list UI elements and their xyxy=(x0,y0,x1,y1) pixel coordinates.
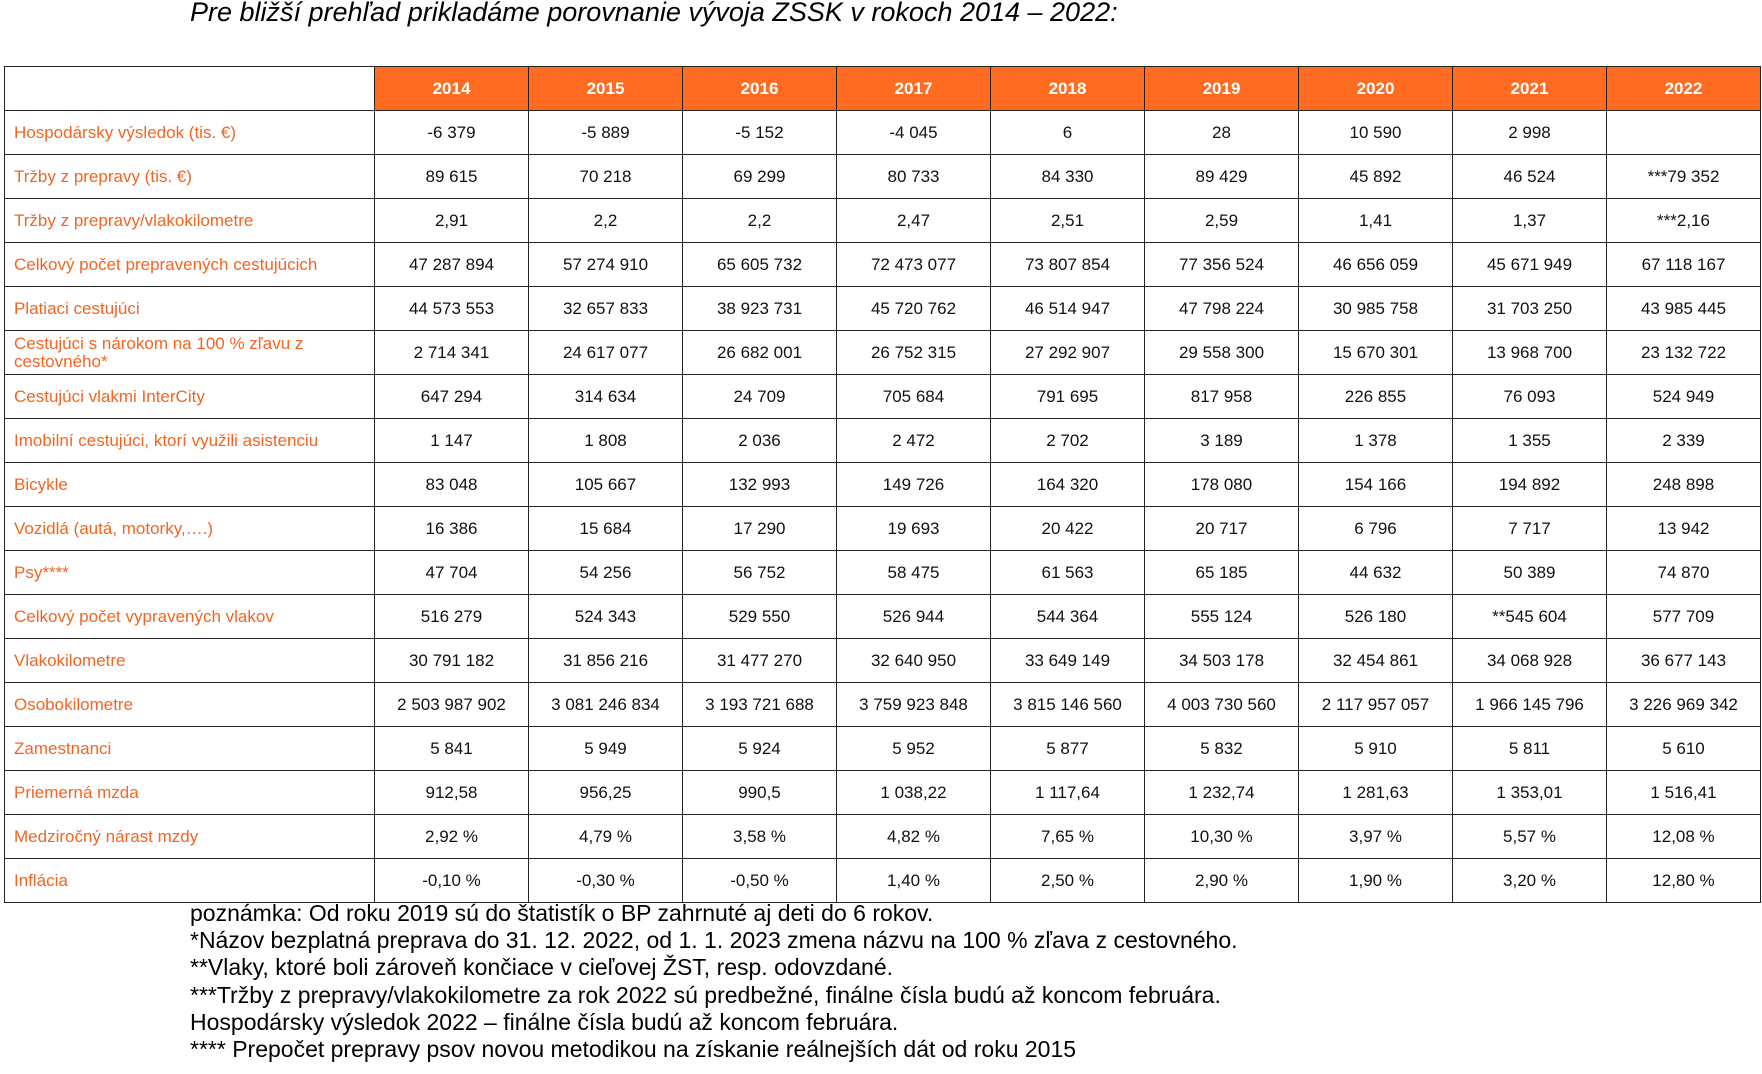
value-cell-2020: 10 590 xyxy=(1299,111,1453,155)
table-row xyxy=(5,551,1761,595)
value-cell-2021: 46 524 xyxy=(1453,155,1607,199)
value-cell-2015: -0,30 % xyxy=(529,859,683,903)
footnote-line: *Názov bezplatná preprava do 31. 12. 2022, od 1. 1. 2023 zmena názvu na 100 % zľava z cestovného. xyxy=(190,927,1238,954)
value-cell-2017: 58 475 xyxy=(837,551,991,595)
value-cell-2014: 47 704 xyxy=(375,551,529,595)
value-cell-2017: 3 759 923 848 xyxy=(837,683,991,727)
value-cell-2022: 36 677 143 xyxy=(1607,639,1761,683)
value-cell-2022: 13 942 xyxy=(1607,507,1761,551)
value-cell-2019: 10,30 % xyxy=(1145,815,1299,859)
zssk-stats-table xyxy=(4,66,1761,903)
value-cell-2018: 33 649 149 xyxy=(991,639,1145,683)
row-label: Tržby z prepravy (tis. €) xyxy=(5,155,375,199)
value-cell-2014: 30 791 182 xyxy=(375,639,529,683)
value-cell-2020: 30 985 758 xyxy=(1299,287,1453,331)
value-cell-2016: -5 152 xyxy=(683,111,837,155)
value-cell-2022: 23 132 722 xyxy=(1607,331,1761,375)
value-cell-2022: 12,08 % xyxy=(1607,815,1761,859)
value-cell-2017: 5 952 xyxy=(837,727,991,771)
value-cell-2015: 24 617 077 xyxy=(529,331,683,375)
value-cell-2016: 69 299 xyxy=(683,155,837,199)
value-cell-2019: 1 232,74 xyxy=(1145,771,1299,815)
value-cell-2018: 2 702 xyxy=(991,419,1145,463)
value-cell-2019: 47 798 224 xyxy=(1145,287,1299,331)
value-cell-2020: 3,97 % xyxy=(1299,815,1453,859)
year-header-2019: 2019 xyxy=(1145,67,1299,111)
value-cell-2018: 6 xyxy=(991,111,1145,155)
value-cell-2021: 7 717 xyxy=(1453,507,1607,551)
value-cell-2014: 83 048 xyxy=(375,463,529,507)
value-cell-2022: ***79 352 xyxy=(1607,155,1761,199)
value-cell-2022 xyxy=(1607,111,1761,155)
value-cell-2017: 26 752 315 xyxy=(837,331,991,375)
value-cell-2018: 7,65 % xyxy=(991,815,1145,859)
value-cell-2015: 31 856 216 xyxy=(529,639,683,683)
value-cell-2018: 791 695 xyxy=(991,375,1145,419)
value-cell-2015: 524 343 xyxy=(529,595,683,639)
table-row xyxy=(5,419,1761,463)
value-cell-2021: 194 892 xyxy=(1453,463,1607,507)
table-row xyxy=(5,243,1761,287)
value-cell-2020: 46 656 059 xyxy=(1299,243,1453,287)
value-cell-2021: 5 811 xyxy=(1453,727,1607,771)
value-cell-2015: 956,25 xyxy=(529,771,683,815)
value-cell-2016: 3 193 721 688 xyxy=(683,683,837,727)
value-cell-2021: 5,57 % xyxy=(1453,815,1607,859)
value-cell-2014: 2 503 987 902 xyxy=(375,683,529,727)
year-header-2016: 2016 xyxy=(683,67,837,111)
value-cell-2018: 46 514 947 xyxy=(991,287,1145,331)
value-cell-2022: 3 226 969 342 xyxy=(1607,683,1761,727)
value-cell-2016: 38 923 731 xyxy=(683,287,837,331)
value-cell-2018: 3 815 146 560 xyxy=(991,683,1145,727)
value-cell-2017: 526 944 xyxy=(837,595,991,639)
value-cell-2017: 1,40 % xyxy=(837,859,991,903)
value-cell-2014: 47 287 894 xyxy=(375,243,529,287)
table-row xyxy=(5,331,1761,375)
value-cell-2016: 24 709 xyxy=(683,375,837,419)
value-cell-2015: 4,79 % xyxy=(529,815,683,859)
value-cell-2017: 80 733 xyxy=(837,155,991,199)
footnote-line: **** Prepočet prepravy psov novou metodikou na získanie reálnejších dát od roku 2015 xyxy=(190,1036,1077,1063)
value-cell-2022: 74 870 xyxy=(1607,551,1761,595)
row-label: Vozidlá (autá, motorky,….) xyxy=(5,507,375,551)
value-cell-2017: 1 038,22 xyxy=(837,771,991,815)
value-cell-2014: 89 615 xyxy=(375,155,529,199)
value-cell-2019: 3 189 xyxy=(1145,419,1299,463)
table-row xyxy=(5,375,1761,419)
row-label: Inflácia xyxy=(5,859,375,903)
footnotes xyxy=(190,900,1238,1063)
value-cell-2021: 76 093 xyxy=(1453,375,1607,419)
value-cell-2017: 2,47 xyxy=(837,199,991,243)
value-cell-2022: 524 949 xyxy=(1607,375,1761,419)
value-cell-2018: 27 292 907 xyxy=(991,331,1145,375)
value-cell-2020: 44 632 xyxy=(1299,551,1453,595)
row-label: Cestujúci vlakmi InterCity xyxy=(5,375,375,419)
table-row xyxy=(5,595,1761,639)
table-row xyxy=(5,639,1761,683)
year-header-2022: 2022 xyxy=(1607,67,1761,111)
value-cell-2016: 529 550 xyxy=(683,595,837,639)
value-cell-2020: 5 910 xyxy=(1299,727,1453,771)
row-label: Platiaci cestujúci xyxy=(5,287,375,331)
footnote-line: poznámka: Od roku 2019 sú do štatistík o BP zahrnuté aj deti do 6 rokov. xyxy=(190,900,934,926)
value-cell-2020: 32 454 861 xyxy=(1299,639,1453,683)
value-cell-2019: 28 xyxy=(1145,111,1299,155)
value-cell-2020: 226 855 xyxy=(1299,375,1453,419)
value-cell-2014: -6 379 xyxy=(375,111,529,155)
table-row xyxy=(5,155,1761,199)
value-cell-2014: 1 147 xyxy=(375,419,529,463)
row-label: Osobokilometre xyxy=(5,683,375,727)
value-cell-2014: 2,92 % xyxy=(375,815,529,859)
value-cell-2019: 178 080 xyxy=(1145,463,1299,507)
row-label: Hospodársky výsledok (tis. €) xyxy=(5,111,375,155)
value-cell-2019: 5 832 xyxy=(1145,727,1299,771)
value-cell-2018: 2,51 xyxy=(991,199,1145,243)
value-cell-2019: 817 958 xyxy=(1145,375,1299,419)
value-cell-2021: 1,37 xyxy=(1453,199,1607,243)
value-cell-2019: 34 503 178 xyxy=(1145,639,1299,683)
value-cell-2015: 32 657 833 xyxy=(529,287,683,331)
value-cell-2021: 1 966 145 796 xyxy=(1453,683,1607,727)
value-cell-2020: 15 670 301 xyxy=(1299,331,1453,375)
value-cell-2020: 1,41 xyxy=(1299,199,1453,243)
value-cell-2018: 84 330 xyxy=(991,155,1145,199)
table-row xyxy=(5,463,1761,507)
row-label: Celkový počet vypravených vlakov xyxy=(5,595,375,639)
value-cell-2015: 105 667 xyxy=(529,463,683,507)
value-cell-2016: 2 036 xyxy=(683,419,837,463)
value-cell-2022: 12,80 % xyxy=(1607,859,1761,903)
value-cell-2022: 577 709 xyxy=(1607,595,1761,639)
value-cell-2022: 67 118 167 xyxy=(1607,243,1761,287)
table-body xyxy=(5,111,1761,903)
value-cell-2020: 45 892 xyxy=(1299,155,1453,199)
value-cell-2014: -0,10 % xyxy=(375,859,529,903)
row-label: Bicykle xyxy=(5,463,375,507)
value-cell-2015: 15 684 xyxy=(529,507,683,551)
value-cell-2015: 70 218 xyxy=(529,155,683,199)
year-header-2021: 2021 xyxy=(1453,67,1607,111)
table-row xyxy=(5,771,1761,815)
header-corner-cell xyxy=(5,67,375,111)
value-cell-2017: 72 473 077 xyxy=(837,243,991,287)
value-cell-2022: 2 339 xyxy=(1607,419,1761,463)
value-cell-2016: 2,2 xyxy=(683,199,837,243)
table-row xyxy=(5,815,1761,859)
value-cell-2017: 32 640 950 xyxy=(837,639,991,683)
row-label: Cestujúci s nárokom na 100 % zľavu z cestovného* xyxy=(5,331,375,375)
year-header-2017: 2017 xyxy=(837,67,991,111)
value-cell-2021: 2 998 xyxy=(1453,111,1607,155)
table-row xyxy=(5,287,1761,331)
value-cell-2017: 45 720 762 xyxy=(837,287,991,331)
value-cell-2019: 77 356 524 xyxy=(1145,243,1299,287)
value-cell-2016: 3,58 % xyxy=(683,815,837,859)
value-cell-2022: 248 898 xyxy=(1607,463,1761,507)
value-cell-2016: 31 477 270 xyxy=(683,639,837,683)
value-cell-2018: 2,50 % xyxy=(991,859,1145,903)
value-cell-2018: 61 563 xyxy=(991,551,1145,595)
row-label: Tržby z prepravy/vlakokilometre xyxy=(5,199,375,243)
value-cell-2015: 3 081 246 834 xyxy=(529,683,683,727)
value-cell-2014: 516 279 xyxy=(375,595,529,639)
value-cell-2019: 2,90 % xyxy=(1145,859,1299,903)
row-label: Priemerná mzda xyxy=(5,771,375,815)
value-cell-2021: 3,20 % xyxy=(1453,859,1607,903)
value-cell-2017: 149 726 xyxy=(837,463,991,507)
value-cell-2021: 50 389 xyxy=(1453,551,1607,595)
value-cell-2016: 56 752 xyxy=(683,551,837,595)
table-row xyxy=(5,507,1761,551)
value-cell-2014: 16 386 xyxy=(375,507,529,551)
value-cell-2020: 526 180 xyxy=(1299,595,1453,639)
table-row xyxy=(5,859,1761,903)
value-cell-2022: 5 610 xyxy=(1607,727,1761,771)
footnote-line: **Vlaky, ktoré boli zároveň končiace v cieľovej ŽST, resp. odovzdané. xyxy=(190,954,894,981)
value-cell-2017: -4 045 xyxy=(837,111,991,155)
row-label: Zamestnanci xyxy=(5,727,375,771)
value-cell-2021: 13 968 700 xyxy=(1453,331,1607,375)
value-cell-2014: 2 714 341 xyxy=(375,331,529,375)
row-label: Celkový počet prepravených cestujúcich xyxy=(5,243,375,287)
value-cell-2015: 314 634 xyxy=(529,375,683,419)
value-cell-2017: 2 472 xyxy=(837,419,991,463)
value-cell-2020: 2 117 957 057 xyxy=(1299,683,1453,727)
value-cell-2014: 2,91 xyxy=(375,199,529,243)
value-cell-2016: 26 682 001 xyxy=(683,331,837,375)
value-cell-2021: 34 068 928 xyxy=(1453,639,1607,683)
footnote-line: ***Tržby z prepravy/vlakokilometre za rok 2022 sú predbežné, finálne čísla budú až koncom februára. xyxy=(190,981,1221,1008)
table-row xyxy=(5,111,1761,155)
value-cell-2018: 73 807 854 xyxy=(991,243,1145,287)
value-cell-2018: 544 364 xyxy=(991,595,1145,639)
row-label: Medziročný nárast mzdy xyxy=(5,815,375,859)
value-cell-2019: 555 124 xyxy=(1145,595,1299,639)
value-cell-2020: 6 796 xyxy=(1299,507,1453,551)
value-cell-2020: 1 281,63 xyxy=(1299,771,1453,815)
value-cell-2019: 65 185 xyxy=(1145,551,1299,595)
value-cell-2014: 5 841 xyxy=(375,727,529,771)
value-cell-2015: 2,2 xyxy=(529,199,683,243)
value-cell-2022: ***2,16 xyxy=(1607,199,1761,243)
footnote-line: Hospodársky výsledok 2022 – finálne čísla budú až koncom februára. xyxy=(190,1008,899,1035)
value-cell-2018: 164 320 xyxy=(991,463,1145,507)
value-cell-2015: 5 949 xyxy=(529,727,683,771)
value-cell-2019: 89 429 xyxy=(1145,155,1299,199)
value-cell-2017: 19 693 xyxy=(837,507,991,551)
value-cell-2020: 1 378 xyxy=(1299,419,1453,463)
value-cell-2016: 990,5 xyxy=(683,771,837,815)
table-row xyxy=(5,199,1761,243)
value-cell-2019: 2,59 xyxy=(1145,199,1299,243)
year-header-2015: 2015 xyxy=(529,67,683,111)
value-cell-2014: 647 294 xyxy=(375,375,529,419)
value-cell-2015: 57 274 910 xyxy=(529,243,683,287)
row-label: Imobilní cestujúci, ktorí využili asistenciu xyxy=(5,419,375,463)
value-cell-2019: 20 717 xyxy=(1145,507,1299,551)
value-cell-2018: 5 877 xyxy=(991,727,1145,771)
value-cell-2020: 154 166 xyxy=(1299,463,1453,507)
value-cell-2021: 1 353,01 xyxy=(1453,771,1607,815)
value-cell-2017: 4,82 % xyxy=(837,815,991,859)
row-label: Vlakokilometre xyxy=(5,639,375,683)
table-header-row xyxy=(5,67,1761,111)
value-cell-2021: **545 604 xyxy=(1453,595,1607,639)
value-cell-2022: 43 985 445 xyxy=(1607,287,1761,331)
value-cell-2021: 45 671 949 xyxy=(1453,243,1607,287)
year-header-2018: 2018 xyxy=(991,67,1145,111)
value-cell-2016: 65 605 732 xyxy=(683,243,837,287)
value-cell-2018: 20 422 xyxy=(991,507,1145,551)
value-cell-2016: -0,50 % xyxy=(683,859,837,903)
value-cell-2015: -5 889 xyxy=(529,111,683,155)
year-header-2020: 2020 xyxy=(1299,67,1453,111)
value-cell-2015: 54 256 xyxy=(529,551,683,595)
value-cell-2016: 132 993 xyxy=(683,463,837,507)
value-cell-2021: 31 703 250 xyxy=(1453,287,1607,331)
value-cell-2019: 29 558 300 xyxy=(1145,331,1299,375)
page-heading: Pre bližší prehľad prikladáme porovnanie vývoja ZSSK v rokoch 2014 – 2022: xyxy=(190,0,1118,27)
value-cell-2019: 4 003 730 560 xyxy=(1145,683,1299,727)
value-cell-2014: 44 573 553 xyxy=(375,287,529,331)
value-cell-2015: 1 808 xyxy=(529,419,683,463)
year-header-2014: 2014 xyxy=(375,67,529,111)
value-cell-2016: 17 290 xyxy=(683,507,837,551)
value-cell-2017: 705 684 xyxy=(837,375,991,419)
value-cell-2020: 1,90 % xyxy=(1299,859,1453,903)
value-cell-2014: 912,58 xyxy=(375,771,529,815)
value-cell-2022: 1 516,41 xyxy=(1607,771,1761,815)
row-label: Psy**** xyxy=(5,551,375,595)
value-cell-2016: 5 924 xyxy=(683,727,837,771)
value-cell-2021: 1 355 xyxy=(1453,419,1607,463)
table-row xyxy=(5,727,1761,771)
value-cell-2018: 1 117,64 xyxy=(991,771,1145,815)
table-row xyxy=(5,683,1761,727)
